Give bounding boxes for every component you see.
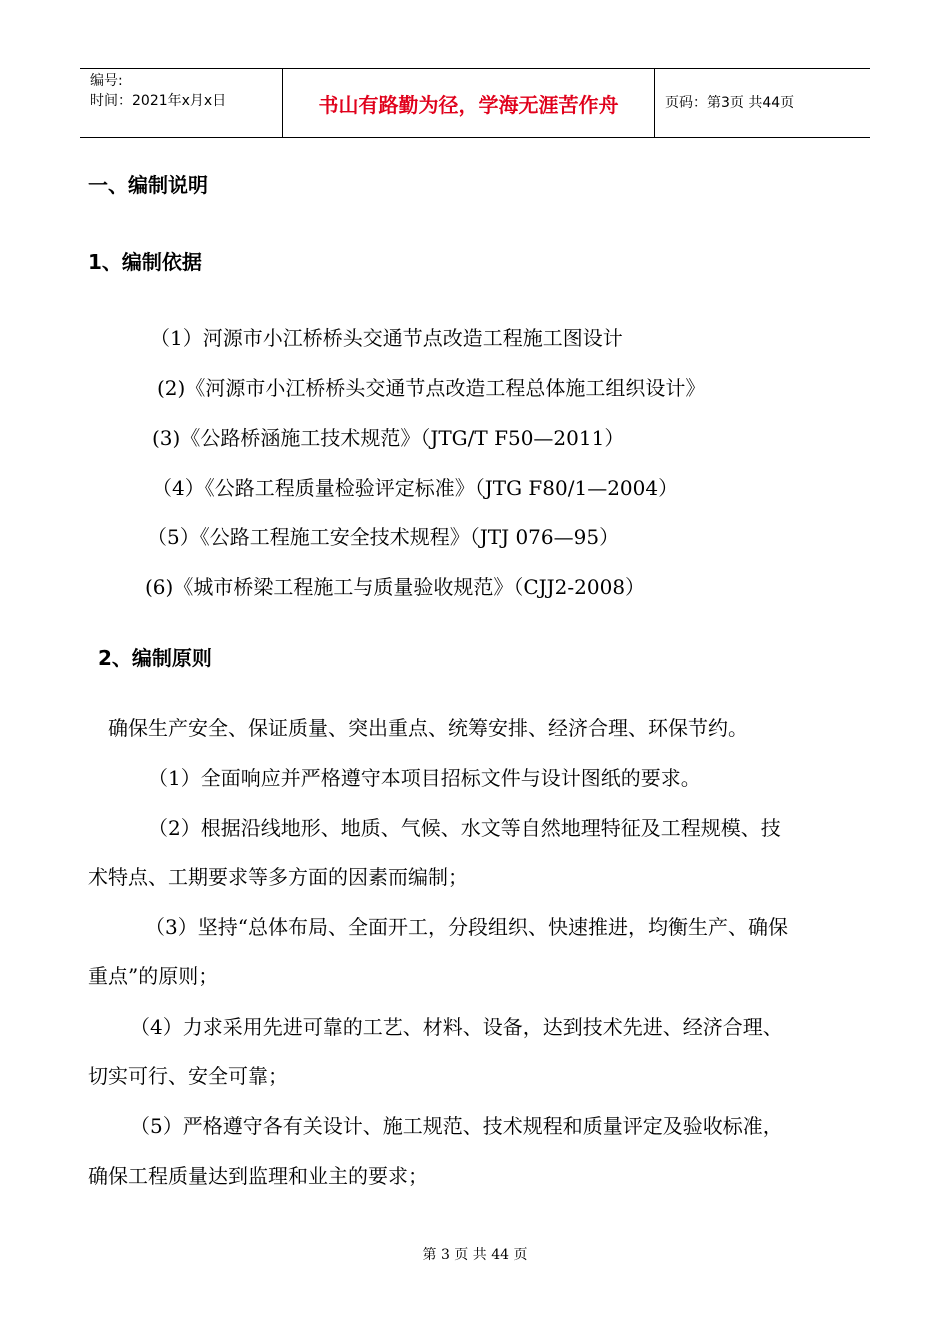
basis-item: (2)《河源市小江桥桥头交通节点改造工程总体施工组织设计》	[157, 376, 706, 400]
basis-item: （4）《公路工程质量检验评定标准》（JTG F80/1—2004）	[152, 476, 679, 500]
principle-line: （4）力求采用先进可靠的工艺、材料、设备，达到技术先进、经济合理、	[130, 1015, 783, 1039]
principle-line: 切实可行、安全可靠；	[88, 1064, 288, 1088]
principle-line: 重点”的原则；	[88, 964, 219, 988]
principle-line: （1）全面响应并严格遵守本项目招标文件与设计图纸的要求。	[148, 766, 701, 790]
principles-intro: 确保生产安全、保证质量、突出重点、统筹安排、经济合理、环保节约。	[108, 716, 748, 740]
principle-line: 术特点、工期要求等多方面的因素而编制；	[88, 865, 468, 889]
header-motto-cell	[283, 69, 655, 137]
basis-item: （5）《公路工程施工安全技术规程》（JTJ 076—95）	[147, 525, 620, 549]
header-motto: 书山有路勤为径，学海无涯苦作舟	[318, 93, 619, 117]
basis-item: (6)《城市桥梁工程施工与质量验收规范》（CJJ2-2008）	[145, 575, 646, 599]
page-footer: 第 3 页 共 44 页	[422, 1247, 528, 1263]
principle-line: （2）根据沿线地形、地质、气候、水文等自然地理特征及工程规模、技	[148, 816, 781, 840]
subsection-title-principles: 2、编制原则	[98, 646, 212, 670]
section-title: 一、编制说明	[88, 173, 208, 197]
subsection-title-basis: 1、编制依据	[88, 250, 202, 274]
document-number-label: 编号:	[90, 73, 123, 89]
principle-line: （5）严格遵守各有关设计、施工规范、技术规程和质量评定及验收标准，	[130, 1114, 783, 1138]
principle-line: （3）坚持“总体布局、全面开工，分段组织、快速推进，均衡生产、确保	[145, 915, 788, 939]
basis-item: (3)《公路桥涵施工技术规范》（JTG/T F50—2011）	[152, 426, 625, 450]
header-info-cell	[80, 69, 283, 137]
basis-item: （1）河源市小江桥桥头交通节点改造工程施工图设计	[150, 326, 623, 350]
page-header	[80, 68, 870, 138]
header-page-number: 页码：第3页 共44页	[665, 95, 795, 111]
document-date-label: 时间：2021年x月x日	[90, 93, 227, 109]
principle-line: 确保工程质量达到监理和业主的要求；	[88, 1164, 428, 1188]
header-page-cell	[655, 69, 870, 137]
